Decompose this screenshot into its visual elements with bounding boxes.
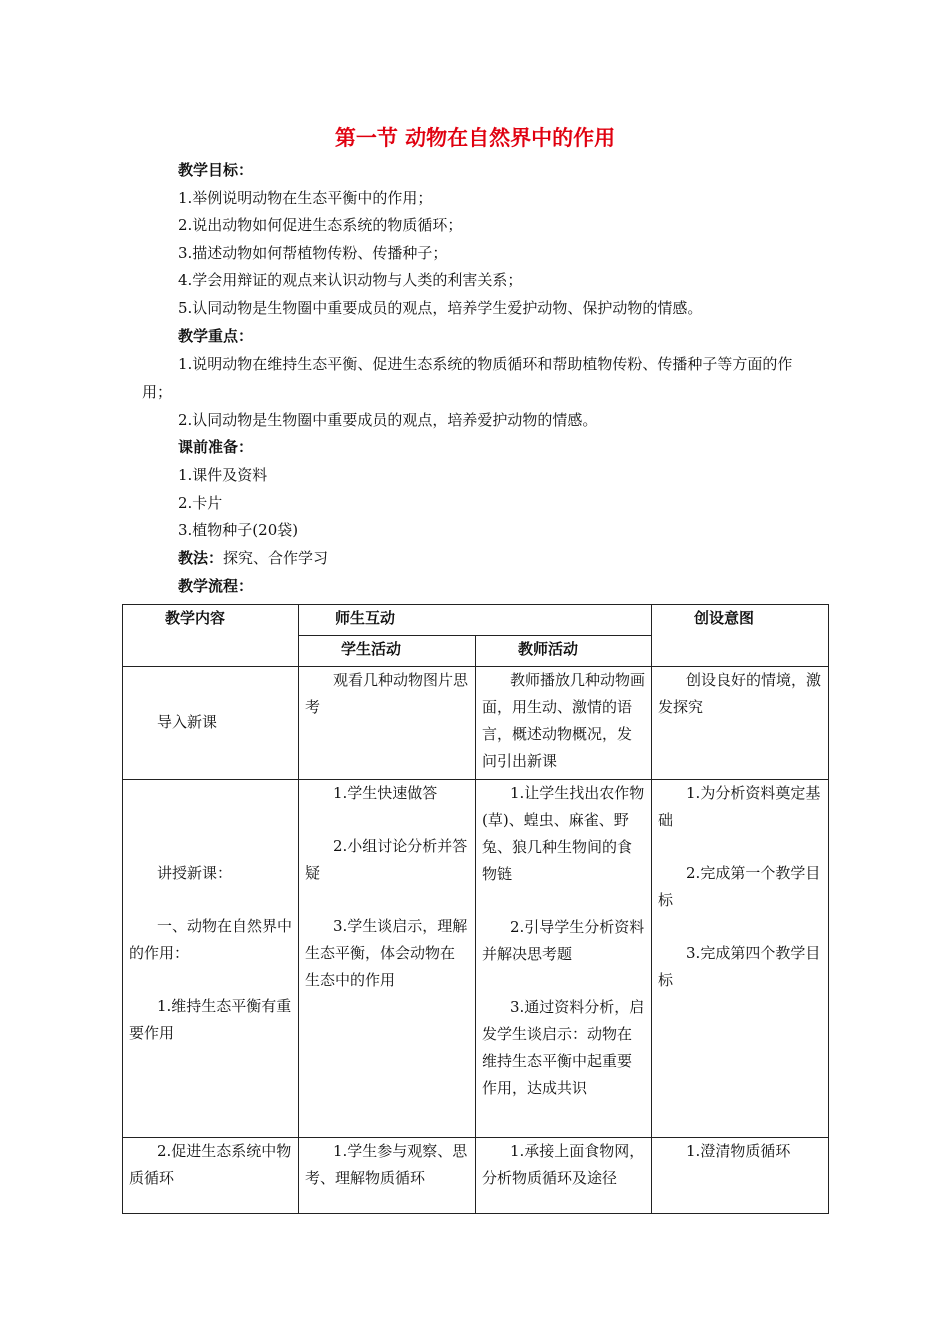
teaching-method (178, 548, 328, 568)
objective-item: 5.认同动物是生物圈中重要成员的观点，培养学生爱护动物、保护动物的情感。 (178, 299, 703, 317)
row-intent-cell: 创设良好的情境，激发探究 (652, 667, 829, 780)
objective-item: 2.说出动物如何促进生态系统的物质循环； (178, 216, 463, 234)
preparation-item: 3.植物种子(20袋) (178, 521, 299, 539)
objective-item: 3.描述动物如何帮植物传粉、传播种子； (178, 244, 448, 262)
preparation-heading: 课前准备： (178, 438, 254, 456)
table-row (123, 780, 829, 1138)
row-intent-cell: 1.澄清物质循环 (652, 1138, 829, 1214)
table-row (123, 1138, 829, 1214)
table-row (123, 667, 829, 780)
preparation-item: 1.课件及资料 (178, 466, 268, 484)
header-teacher: 教师活动 (476, 636, 652, 667)
flow-heading: 教学流程： (178, 577, 254, 595)
header-intent: 创设意图 (652, 605, 829, 667)
row-student-cell: 观看几种动物图片思考 (299, 667, 476, 780)
objectives-heading: 教学目标： (178, 161, 254, 179)
key-point-item: 2.认同动物是生物圈中重要成员的观点，培养爱护动物的情感。 (178, 411, 598, 429)
objective-item: 4.学会用辩证的观点来认识动物与人类的利害关系； (178, 271, 523, 289)
row-student-cell: 1.学生快速做答 2.小组讨论分析并答疑 3.学生谈启示，理解生态平衡，体会动物在生态中的作用 (299, 780, 476, 1138)
teaching-flow-table (122, 604, 829, 1214)
row-teacher-cell: 教师播放几种动物画面，用生动、激情的语言，概述动物概况，发问引出新课 (476, 667, 652, 780)
row-intent-cell: 1.为分析资料奠定基础 2.完成第一个教学目标 3.完成第四个教学目标 (652, 780, 829, 1138)
page-title: 第一节 动物在自然界中的作用 (334, 126, 616, 150)
header-interaction: 师生互动 (299, 605, 652, 636)
key-point-item: 1.说明动物在维持生态平衡、促进生态系统的物质循环和帮助植物传粉、传播种子等方面的作用； (142, 355, 793, 401)
objective-item: 1.举例说明动物在生态平衡中的作用； (178, 189, 433, 207)
preparation-item: 2.卡片 (178, 494, 223, 512)
method-text: 探究、合作学习 (223, 549, 329, 567)
method-label: 教法： (178, 549, 224, 567)
row-teacher-cell: 1.让学生找出农作物(草)、蝗虫、麻雀、野兔、狼几种生物间的食物链 2.引导学生分析资料并解决思考题 3.通过资料分析，启发学生谈启示：动物在维持生态平衡中起重要作用，达成共识 (476, 780, 652, 1138)
row-student-cell: 1.学生参与观察、思考、理解物质循环 (299, 1138, 476, 1214)
row-content-cell: 导入新课 (123, 667, 299, 780)
row-content-cell: 2.促进生态系统中物质循环 (123, 1138, 299, 1214)
key-points-heading: 教学重点： (178, 327, 254, 345)
header-content: 教学内容 (123, 605, 299, 667)
header-student: 学生活动 (299, 636, 476, 667)
row-content-cell: 讲授新课： 一、动物在自然界中的作用： 1.维持生态平衡有重要作用 (123, 780, 299, 1138)
row-teacher-cell: 1.承接上面食物网，分析物质循环及途径 (476, 1138, 652, 1214)
